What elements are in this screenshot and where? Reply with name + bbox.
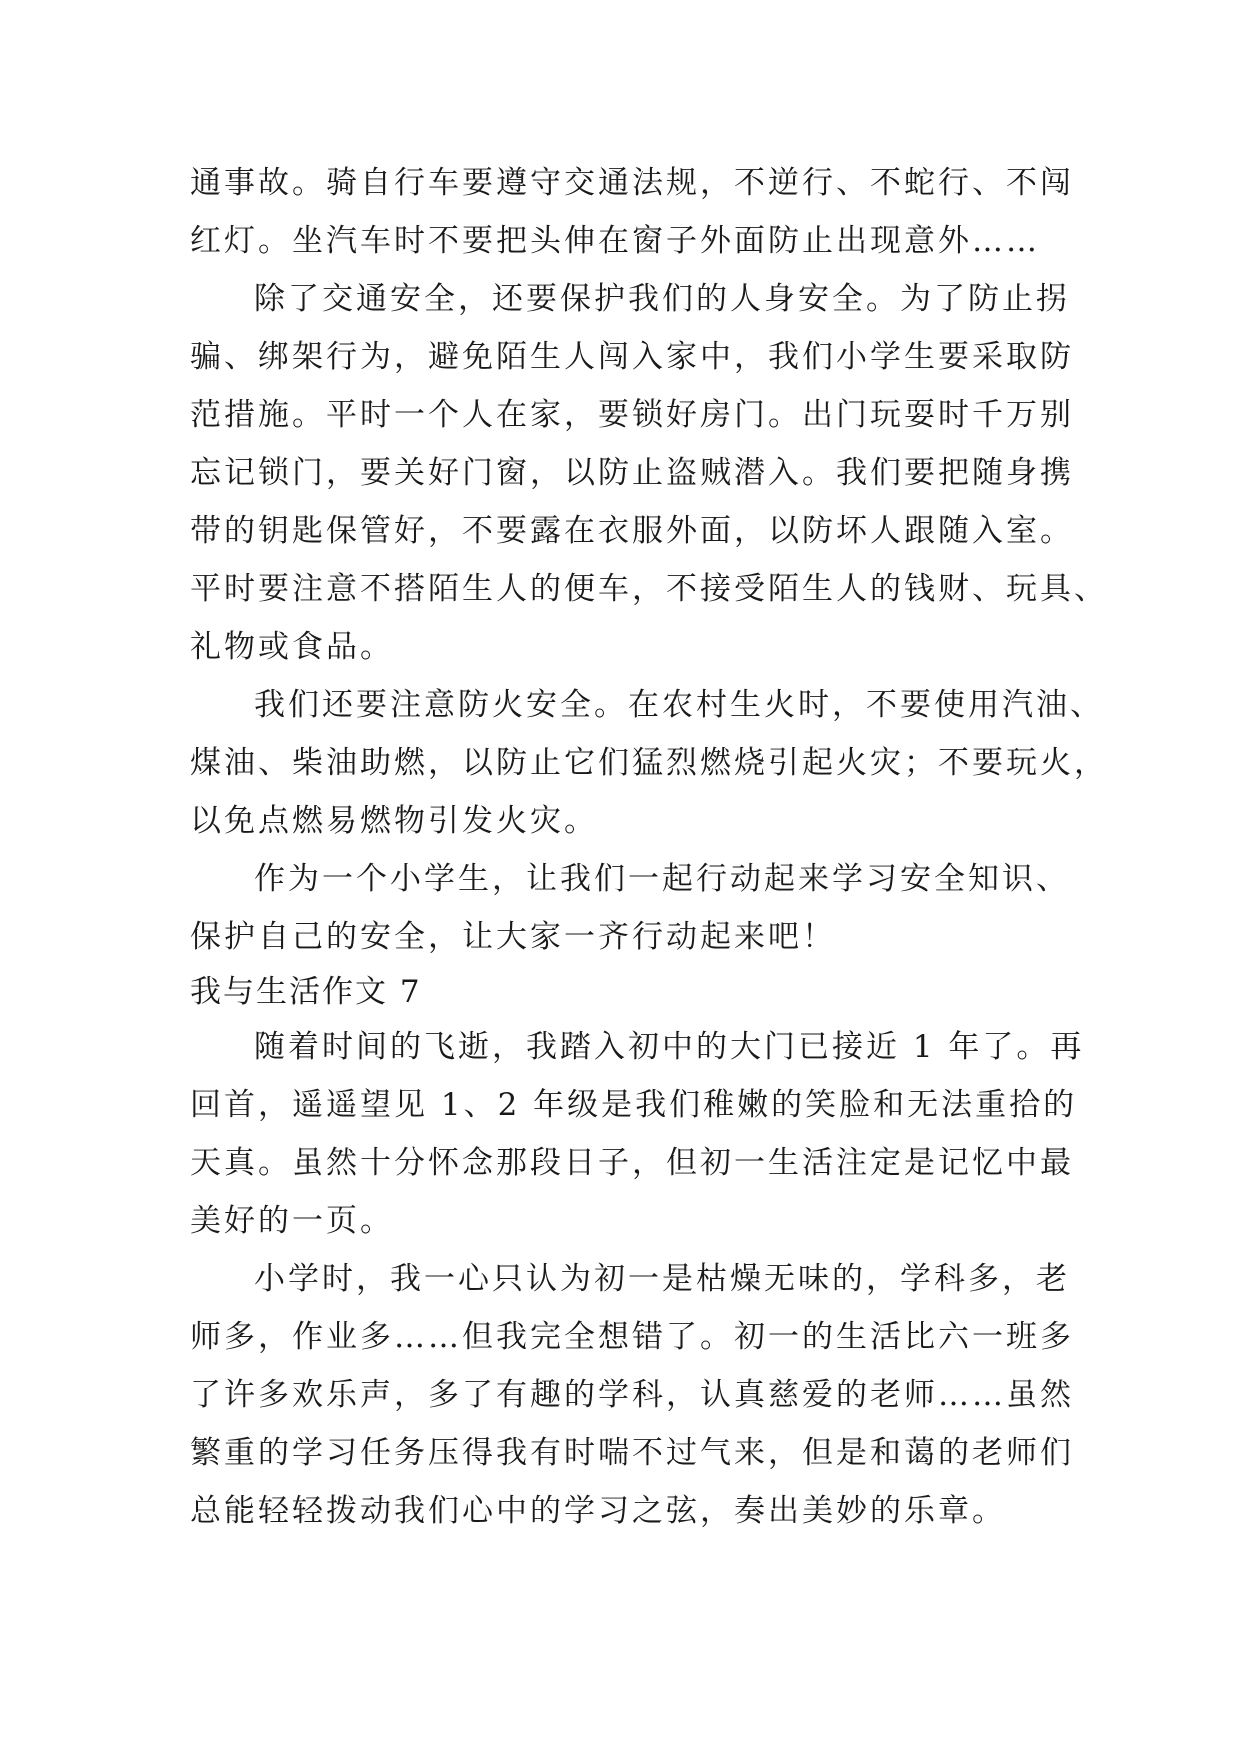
text-line: 以免点燃易燃物引发火灾。 [190, 803, 598, 839]
section-heading: 我与生活作文 7 [190, 974, 422, 1010]
text-line: 煤油、柴油助燃，以防止它们猛烈燃烧引起火灾；不要玩火， [190, 745, 1108, 781]
text-line: 平时要注意不搭陌生人的便车，不接受陌生人的钱财、玩具、 [190, 571, 1108, 607]
text-line: 回首，遥遥望见 1、2 年级是我们稚嫩的笑脸和无法重拾的 [190, 1087, 1078, 1123]
paragraph-start-line: 除了交通安全，还要保护我们的人身安全。为了防止拐 [254, 281, 1070, 317]
text-line: 天真。虽然十分怀念那段日子，但初一生活注定是记忆中最 [190, 1145, 1074, 1181]
text-line: 通事故。骑自行车要遵守交通法规，不逆行、不蛇行、不闯 [190, 165, 1074, 201]
paragraph-start-line: 作为一个小学生，让我们一起行动起来学习安全知识、 [254, 861, 1070, 897]
text-line: 红灯。坐汽车时不要把头伸在窗子外面防止出现意外…… [190, 223, 1040, 259]
text-line: 师多，作业多……但我完全想错了。初一的生活比六一班多 [190, 1319, 1074, 1355]
text-line: 骗、绑架行为，避免陌生人闯入家中，我们小学生要采取防 [190, 339, 1074, 375]
text-line: 繁重的学习任务压得我有时喘不过气来，但是和蔼的老师们 [190, 1435, 1074, 1471]
text-line: 保护自己的安全，让大家一齐行动起来吧！ [190, 919, 836, 955]
text-line: 带的钥匙保管好，不要露在衣服外面，以防坏人跟随入室。 [190, 513, 1074, 549]
paragraph-start-line: 我们还要注意防火安全。在农村生火时，不要使用汽油、 [254, 687, 1104, 723]
document-body [190, 154, 1108, 1540]
paragraph-start-line: 随着时间的飞逝，我踏入初中的大门已接近 1 年了。再 [254, 1029, 1085, 1065]
text-line: 总能轻轻拨动我们心中的学习之弦，奏出美妙的乐章。 [190, 1493, 1006, 1529]
text-line: 忘记锁门，要关好门窗，以防止盗贼潜入。我们要把随身携 [190, 455, 1074, 491]
text-line: 了许多欢乐声，多了有趣的学科，认真慈爱的老师……虽然 [190, 1377, 1074, 1413]
text-line: 礼物或食品。 [190, 629, 394, 665]
text-line: 美好的一页。 [190, 1203, 394, 1239]
paragraph-start-line: 小学时，我一心只认为初一是枯燥无味的，学科多，老 [254, 1261, 1070, 1297]
text-line: 范措施。平时一个人在家，要锁好房门。出门玩耍时千万别 [190, 397, 1074, 433]
